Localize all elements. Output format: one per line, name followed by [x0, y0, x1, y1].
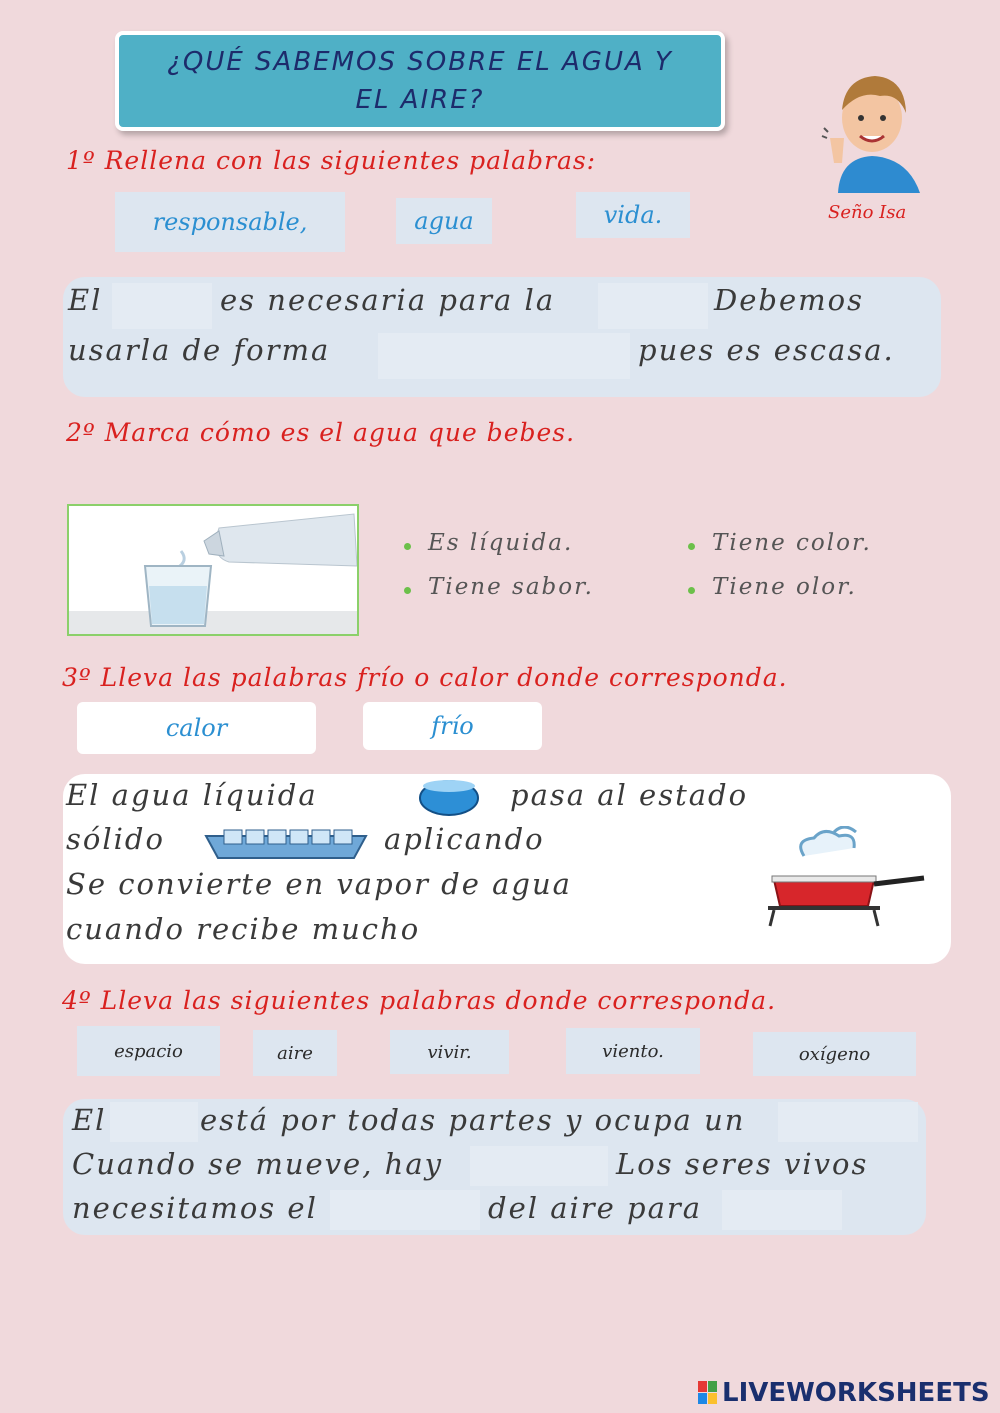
bullet-icon	[404, 543, 411, 550]
word-label: frío	[431, 712, 474, 740]
word-chip-oxigeno[interactable]	[753, 1032, 916, 1076]
bullet-icon	[688, 543, 695, 550]
logo-icon	[698, 1381, 718, 1405]
word-label: oxígeno	[798, 1043, 871, 1065]
section1-heading: 1º Rellena con las siguientes palabras:	[66, 146, 597, 175]
text-line: del aire para	[488, 1191, 703, 1225]
drop-target[interactable]	[598, 283, 708, 329]
text-line: Cuando se mueve, hay	[72, 1147, 444, 1181]
option-tiene-olor[interactable]: Tiene olor.	[712, 574, 857, 600]
text-line: El	[72, 1103, 107, 1137]
word-label: viento.	[602, 1040, 664, 1062]
text-line: es necesaria para la	[220, 283, 556, 317]
text-line: cuando recibe mucho	[66, 912, 421, 946]
section2-heading: 2º Marca cómo es el agua que bebes.	[66, 418, 576, 447]
word-label: calor	[165, 714, 228, 742]
word-chip-vivir[interactable]	[390, 1030, 509, 1074]
option-tiene-color[interactable]: Tiene color.	[712, 530, 872, 556]
avatar	[820, 68, 925, 198]
text-line: pues es escasa.	[638, 333, 895, 367]
bullet-icon	[404, 587, 411, 594]
ice-tray-icon	[204, 824, 368, 862]
drop-target[interactable]	[378, 333, 630, 379]
text-line: El	[68, 283, 103, 317]
water-bottle-icon	[69, 506, 357, 634]
text-line: Se convierte en vapor de agua	[66, 867, 572, 901]
text-line: necesitamos el	[72, 1191, 318, 1225]
text-line: usarla de forma	[68, 333, 331, 367]
liveworksheets-logo	[698, 1378, 994, 1408]
word-label: agua	[414, 207, 474, 235]
text-line: El agua líquida	[66, 778, 318, 812]
boiling-pot-icon	[764, 826, 926, 936]
word-label: espacio	[114, 1040, 183, 1062]
word-label: vida.	[603, 201, 663, 229]
word-chip-aire[interactable]	[253, 1030, 337, 1076]
drop-target[interactable]	[330, 1190, 480, 1230]
drop-target[interactable]	[778, 1102, 918, 1142]
word-chip-responsable[interactable]	[115, 192, 345, 252]
drop-target[interactable]	[110, 1102, 198, 1142]
word-label: responsable,	[152, 208, 308, 236]
option-es-liquida[interactable]: Es líquida.	[428, 530, 574, 556]
word-chip-frio[interactable]	[363, 702, 542, 750]
page-title: ¿QUÉ SABEMOS SOBRE EL AGUA Y EL AIRE?	[167, 47, 673, 115]
text-line: sólido	[66, 822, 165, 856]
word-label: vivir.	[427, 1041, 472, 1063]
title-banner	[115, 31, 725, 131]
word-chip-vida[interactable]	[576, 192, 690, 238]
text-line: pasa al estado	[510, 778, 749, 812]
text-line: Debemos	[714, 283, 864, 317]
drop-target[interactable]	[112, 283, 212, 329]
drop-target[interactable]	[722, 1190, 842, 1230]
text-line: está por todas partes y ocupa un	[200, 1103, 746, 1137]
word-chip-agua[interactable]	[396, 198, 492, 244]
word-chip-espacio[interactable]	[77, 1026, 220, 1076]
water-bowl-icon	[418, 776, 480, 816]
option-tiene-sabor[interactable]: Tiene sabor.	[428, 574, 594, 600]
word-chip-viento[interactable]	[566, 1028, 700, 1074]
word-label: aire	[277, 1042, 313, 1064]
bullet-icon	[688, 587, 695, 594]
drop-target[interactable]	[470, 1146, 608, 1186]
teacher-avatar-icon	[820, 68, 925, 198]
text-line: Los seres vivos	[616, 1147, 869, 1181]
water-glass-image	[67, 504, 359, 636]
section4-heading: 4º Lleva las siguientes palabras donde corresponda.	[62, 986, 777, 1015]
avatar-caption: Seño Isa	[828, 202, 907, 223]
section3-heading: 3º Lleva las palabras frío o calor donde corresponda.	[62, 663, 788, 692]
text-line: aplicando	[384, 822, 545, 856]
logo-text: LIVEWORKSHEETS	[722, 1378, 990, 1408]
word-chip-calor[interactable]	[77, 702, 316, 754]
